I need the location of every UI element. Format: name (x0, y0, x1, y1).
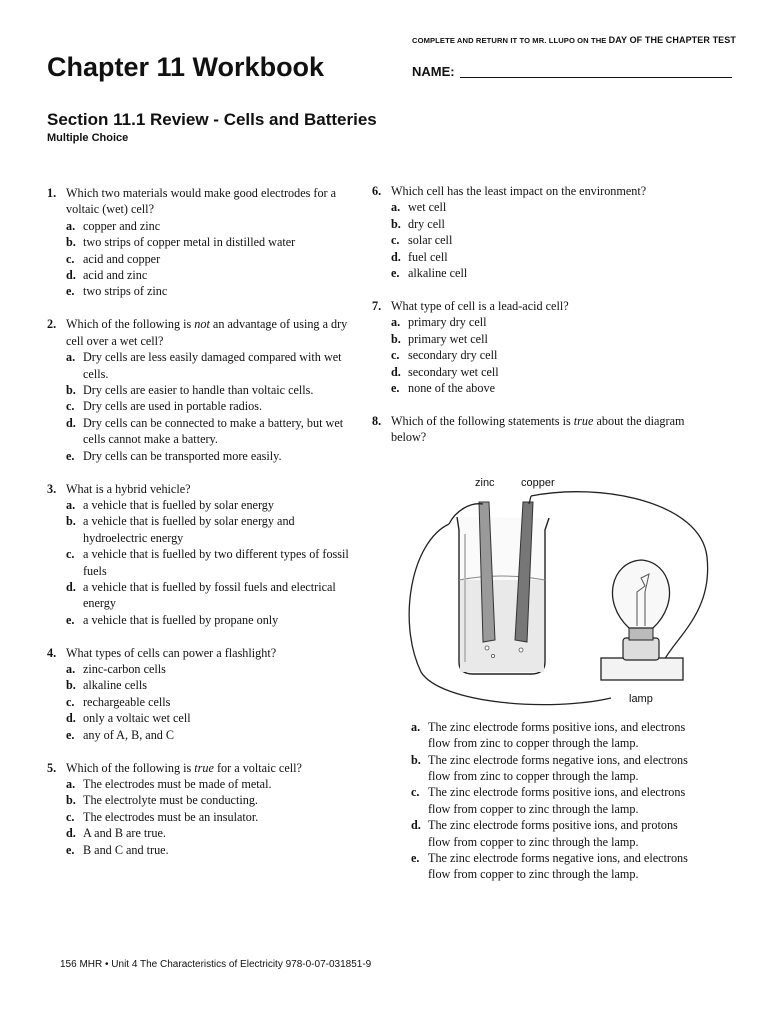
option-letter: b. (391, 216, 401, 231)
page-footer: 156 MHR • Unit 4 The Characteristics of Electricity 978-0-07-031851-9 (60, 959, 372, 970)
option-letter: a. (66, 662, 76, 677)
question-8 (372, 413, 692, 883)
option-c[interactable] (391, 232, 692, 248)
option-e[interactable] (66, 842, 357, 858)
option-letter: d. (391, 364, 401, 379)
option-letter: b. (391, 331, 401, 346)
question-stem: What is a hybrid vehicle? (66, 481, 191, 496)
option-letter: e. (391, 380, 400, 395)
option-text: acid and zinc (83, 268, 148, 283)
option-text: wet cell (408, 200, 447, 215)
question-stem (66, 316, 357, 349)
option-b[interactable] (391, 331, 692, 347)
option-text: primary dry cell (408, 315, 487, 330)
option-letter: a. (66, 218, 76, 233)
option-letter: d. (411, 818, 421, 833)
stem-part: Which of the following statements is (391, 413, 574, 428)
option-letter: e. (391, 266, 400, 281)
copper-label: copper (521, 476, 555, 489)
option-text: The electrolyte must be conducting. (83, 793, 258, 808)
name-blank-line[interactable] (460, 77, 732, 78)
question-3 (47, 481, 357, 629)
option-letter: b. (66, 678, 76, 693)
question-6 (372, 183, 692, 281)
option-letter: c. (66, 694, 75, 709)
question-8-options (391, 719, 692, 883)
option-d[interactable] (391, 249, 692, 265)
option-d[interactable] (66, 267, 357, 283)
option-letter: b. (66, 793, 76, 808)
return-instructions-prefix: COMPLETE AND RETURN IT TO MR. LLUPO ON THE (412, 36, 609, 45)
option-text: The zinc electrode forms positive ions, and electrons flow from zinc to copper through the lamp. (428, 719, 686, 751)
option-letter: a. (411, 719, 421, 734)
chapter-title: Chapter 11 Workbook (47, 52, 325, 82)
option-e[interactable] (66, 448, 357, 464)
option-text: a vehicle that is fuelled by fossil fuels and electrical energy (83, 579, 336, 611)
option-e[interactable] (391, 265, 692, 281)
option-text: a vehicle that is fuelled by two different types of fossil fuels (83, 547, 349, 578)
option-text: none of the above (408, 380, 495, 395)
option-e[interactable] (411, 850, 692, 883)
option-d[interactable] (66, 579, 357, 612)
option-d[interactable] (411, 817, 692, 850)
option-letter: c. (66, 251, 75, 266)
option-e[interactable] (391, 380, 692, 396)
question-number: 8. (372, 413, 382, 428)
option-letter: b. (66, 382, 76, 397)
question-5 (47, 760, 357, 858)
question-number: 5. (47, 760, 57, 775)
right-column (372, 183, 692, 883)
option-b[interactable] (66, 677, 357, 693)
option-letter: c. (66, 809, 75, 824)
option-text: any of A, B, and C (83, 727, 175, 742)
option-text: secondary wet cell (408, 364, 499, 379)
question-stem (391, 413, 692, 446)
option-text: copper and zinc (83, 218, 161, 233)
option-a[interactable] (66, 497, 357, 513)
option-text: alkaline cells (83, 678, 147, 693)
option-a[interactable] (66, 661, 357, 677)
option-text: only a voltaic wet cell (83, 711, 191, 726)
zinc-label: zinc (475, 476, 495, 489)
option-text: Dry cells can be transported more easily. (83, 448, 282, 463)
option-text: Dry cells are easier to handle than voltaic cells. (83, 382, 314, 397)
option-letter: e. (66, 284, 75, 299)
option-b[interactable] (66, 792, 357, 808)
option-letter: a. (66, 497, 76, 512)
option-letter: e. (411, 850, 420, 865)
voltaic-cell-diagram (401, 462, 692, 717)
option-b[interactable] (391, 216, 692, 232)
question-number: 6. (372, 184, 382, 198)
question-stem: Which two materials would make good electrodes for a voltaic (wet) cell? (66, 186, 337, 217)
option-a[interactable] (411, 719, 692, 752)
lamp (601, 560, 683, 680)
stem-part: Which of the following is (66, 317, 195, 332)
section-subtitle: Multiple Choice (47, 132, 129, 144)
question-stem: What type of cell is a lead-acid cell? (391, 298, 569, 313)
option-letter: a. (391, 315, 401, 330)
option-letter: d. (66, 826, 76, 841)
option-letter: b. (66, 514, 76, 529)
question-4 (47, 645, 357, 743)
name-label: NAME: (412, 64, 455, 79)
option-letter: d. (66, 268, 76, 283)
stem-emphasis: true (573, 413, 594, 428)
question-number: 1. (47, 186, 57, 200)
question-stem: Which cell has the least impact on the environment? (391, 184, 647, 198)
option-letter: e. (66, 612, 75, 627)
option-letter: e. (66, 727, 75, 742)
stem-emphasis: true (194, 760, 214, 775)
stem-part: for a voltaic cell? (213, 760, 302, 775)
option-letter: c. (66, 399, 75, 414)
option-text: rechargeable cells (83, 694, 171, 709)
left-column (47, 185, 357, 858)
option-letter: a. (66, 777, 76, 791)
stem-emphasis: not (194, 317, 210, 332)
stem-part: Which of the following is (66, 760, 195, 775)
option-c[interactable] (66, 809, 357, 825)
option-text: The zinc electrode forms positive ions, and protons flow from copper to zinc through the lamp. (428, 818, 678, 849)
option-text: fuel cell (408, 249, 448, 264)
option-text: The electrodes must be made of metal. (83, 777, 272, 791)
option-text: secondary dry cell (408, 348, 498, 363)
option-a[interactable] (391, 199, 692, 215)
option-b[interactable] (66, 382, 357, 398)
option-letter: c. (391, 233, 400, 248)
option-text: Dry cells are less easily damaged compared with wet cells. (83, 350, 342, 381)
option-c[interactable] (391, 347, 692, 363)
option-text: two strips of zinc (83, 284, 168, 299)
option-letter: c. (66, 547, 75, 562)
option-text: A and B are true. (83, 826, 166, 841)
option-letter: a. (391, 200, 401, 215)
option-letter: d. (66, 711, 76, 726)
question-7 (372, 298, 692, 396)
option-letter: c. (411, 785, 420, 800)
option-text: B and C and true. (83, 842, 169, 857)
option-e[interactable] (66, 283, 357, 299)
voltaic-cell-illustration (401, 462, 721, 717)
option-a[interactable] (66, 218, 357, 234)
option-text: a vehicle that is fuelled by solar energy (83, 497, 274, 512)
option-e[interactable] (66, 612, 357, 628)
option-d[interactable] (66, 710, 357, 726)
option-letter: e. (66, 448, 75, 463)
question-number: 2. (47, 317, 57, 332)
option-c[interactable] (66, 694, 357, 710)
question-stem: What types of cells can power a flashlight? (66, 645, 277, 660)
question-number: 3. (47, 481, 57, 496)
option-text: two strips of copper metal in distilled water (83, 235, 296, 250)
option-d[interactable] (391, 364, 692, 380)
question-stem (66, 760, 357, 776)
option-text: Dry cells are used in portable radios. (83, 399, 263, 414)
beaker (457, 517, 549, 674)
option-c[interactable] (66, 251, 357, 267)
option-b[interactable] (411, 752, 692, 785)
question-number: 4. (47, 645, 57, 660)
option-letter: b. (66, 235, 76, 250)
option-letter: c. (391, 348, 400, 363)
option-letter: d. (66, 415, 76, 430)
option-text: alkaline cell (408, 266, 468, 281)
option-letter: a. (66, 350, 76, 365)
option-c[interactable] (66, 546, 357, 579)
option-a[interactable] (66, 349, 357, 382)
option-text: The zinc electrode forms positive ions, and electrons flow from copper to zinc through the lamp. (428, 785, 686, 816)
option-letter: b. (411, 752, 421, 767)
option-text: Dry cells can be connected to make a battery, but wet cells cannot make a battery. (83, 415, 344, 447)
return-instructions-deadline: DAY OF THE CHAPTER TEST (608, 35, 736, 45)
return-instructions (412, 35, 742, 45)
option-text: acid and copper (83, 251, 161, 266)
question-1 (47, 185, 357, 300)
option-text: dry cell (408, 216, 445, 231)
option-letter: d. (66, 579, 76, 594)
option-text: solar cell (408, 233, 453, 248)
option-b[interactable] (66, 234, 357, 250)
question-2 (47, 316, 357, 464)
option-letter: e. (66, 842, 75, 857)
option-a[interactable] (66, 776, 357, 792)
option-c[interactable] (66, 398, 357, 414)
section-title: Section 11.1 Review - Cells and Batteries (47, 110, 377, 129)
option-a[interactable] (391, 314, 692, 330)
option-text: The zinc electrode forms negative ions, and electrons flow from zinc to copper through the lamp. (428, 752, 688, 783)
option-d[interactable] (66, 415, 357, 448)
option-e[interactable] (66, 727, 357, 743)
option-letter: d. (391, 249, 401, 264)
option-text: a vehicle that is fuelled by propane only (83, 612, 279, 627)
option-text: zinc-carbon cells (83, 662, 166, 677)
lamp-label: lamp (629, 692, 653, 705)
option-text: a vehicle that is fuelled by solar energy and hydroelectric energy (83, 514, 295, 545)
stem-part: about the diagram below? (391, 413, 685, 445)
stem-part: an advantage of using a dry cell over a wet cell? (66, 317, 348, 348)
option-d[interactable] (66, 825, 357, 841)
option-text: The electrodes must be an insulator. (83, 809, 259, 824)
option-b[interactable] (66, 513, 357, 546)
option-c[interactable] (411, 784, 692, 817)
option-text: primary wet cell (408, 331, 488, 346)
option-text: The zinc electrode forms negative ions, and electrons flow from copper to zinc through the lamp. (428, 850, 688, 882)
question-number: 7. (372, 298, 382, 313)
